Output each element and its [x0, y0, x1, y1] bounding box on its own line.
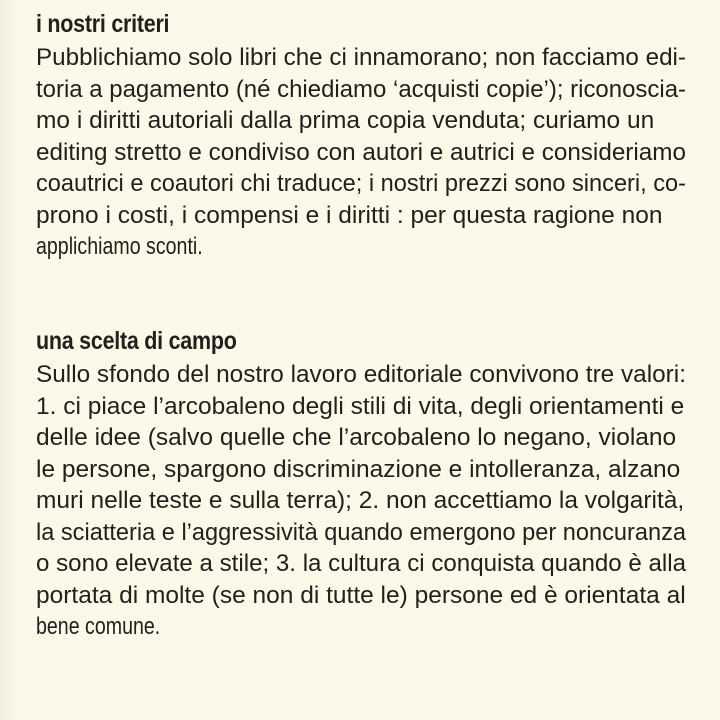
section-heading: una scelta di campo	[36, 327, 237, 355]
paragraph-line: Pubblichiamo solo libri che ci innamorano; non facciamo edi-	[36, 44, 687, 71]
page-edge-shadow	[0, 0, 18, 720]
paragraph-line: mo i diritti autoriali dalla prima copia venduta; curiamo un	[36, 107, 655, 134]
section-paragraph	[36, 42, 688, 263]
section-criteri	[36, 6, 688, 263]
section-paragraph	[36, 359, 688, 643]
paragraph-line: toria a pagamento (né chiediamo ‘acquisti copie’); riconoscia-	[36, 75, 687, 103]
paragraph-line: Sullo sfondo del nostro lavoro editoriale convivono tre valori:	[36, 361, 686, 388]
paragraph-line: portata di molte (se non di tutte le) persone ed è orientata al	[36, 581, 686, 609]
paragraph-line: bene comune.	[36, 613, 161, 640]
paragraph-line: coautrici e coautori chi traduce; i nostri prezzi sono sinceri, co-	[36, 170, 687, 197]
section-heading: i nostri criteri	[36, 10, 170, 38]
section-scelta-di-campo	[36, 323, 688, 643]
paragraph-line: 1. ci piace l’arcobaleno degli stili di vita, degli orientamenti e	[36, 392, 685, 420]
paragraph-line: la sciatteria e l’aggressività quando emergono per noncuranza	[36, 518, 686, 546]
paragraph-line: le persone, spargono discriminazione e intolleranza, alzano	[36, 455, 681, 483]
paragraph-line: prono i costi, i compensi e i diritti : per questa ragione non	[36, 201, 663, 229]
paragraph-line: editing stretto e condiviso con autori e autrici e consideriamo	[36, 138, 686, 166]
paragraph-line: o sono elevate a stile; 3. la cultura ci conquista quando è alla	[36, 550, 687, 577]
paragraph-line: delle idee (salvo quelle che l’arcobaleno lo negano, violano	[36, 424, 677, 451]
paragraph-line: muri nelle teste e sulla terra); 2. non accettiamo la volgarità,	[36, 487, 685, 514]
paragraph-line: applichiamo sconti.	[36, 233, 203, 260]
